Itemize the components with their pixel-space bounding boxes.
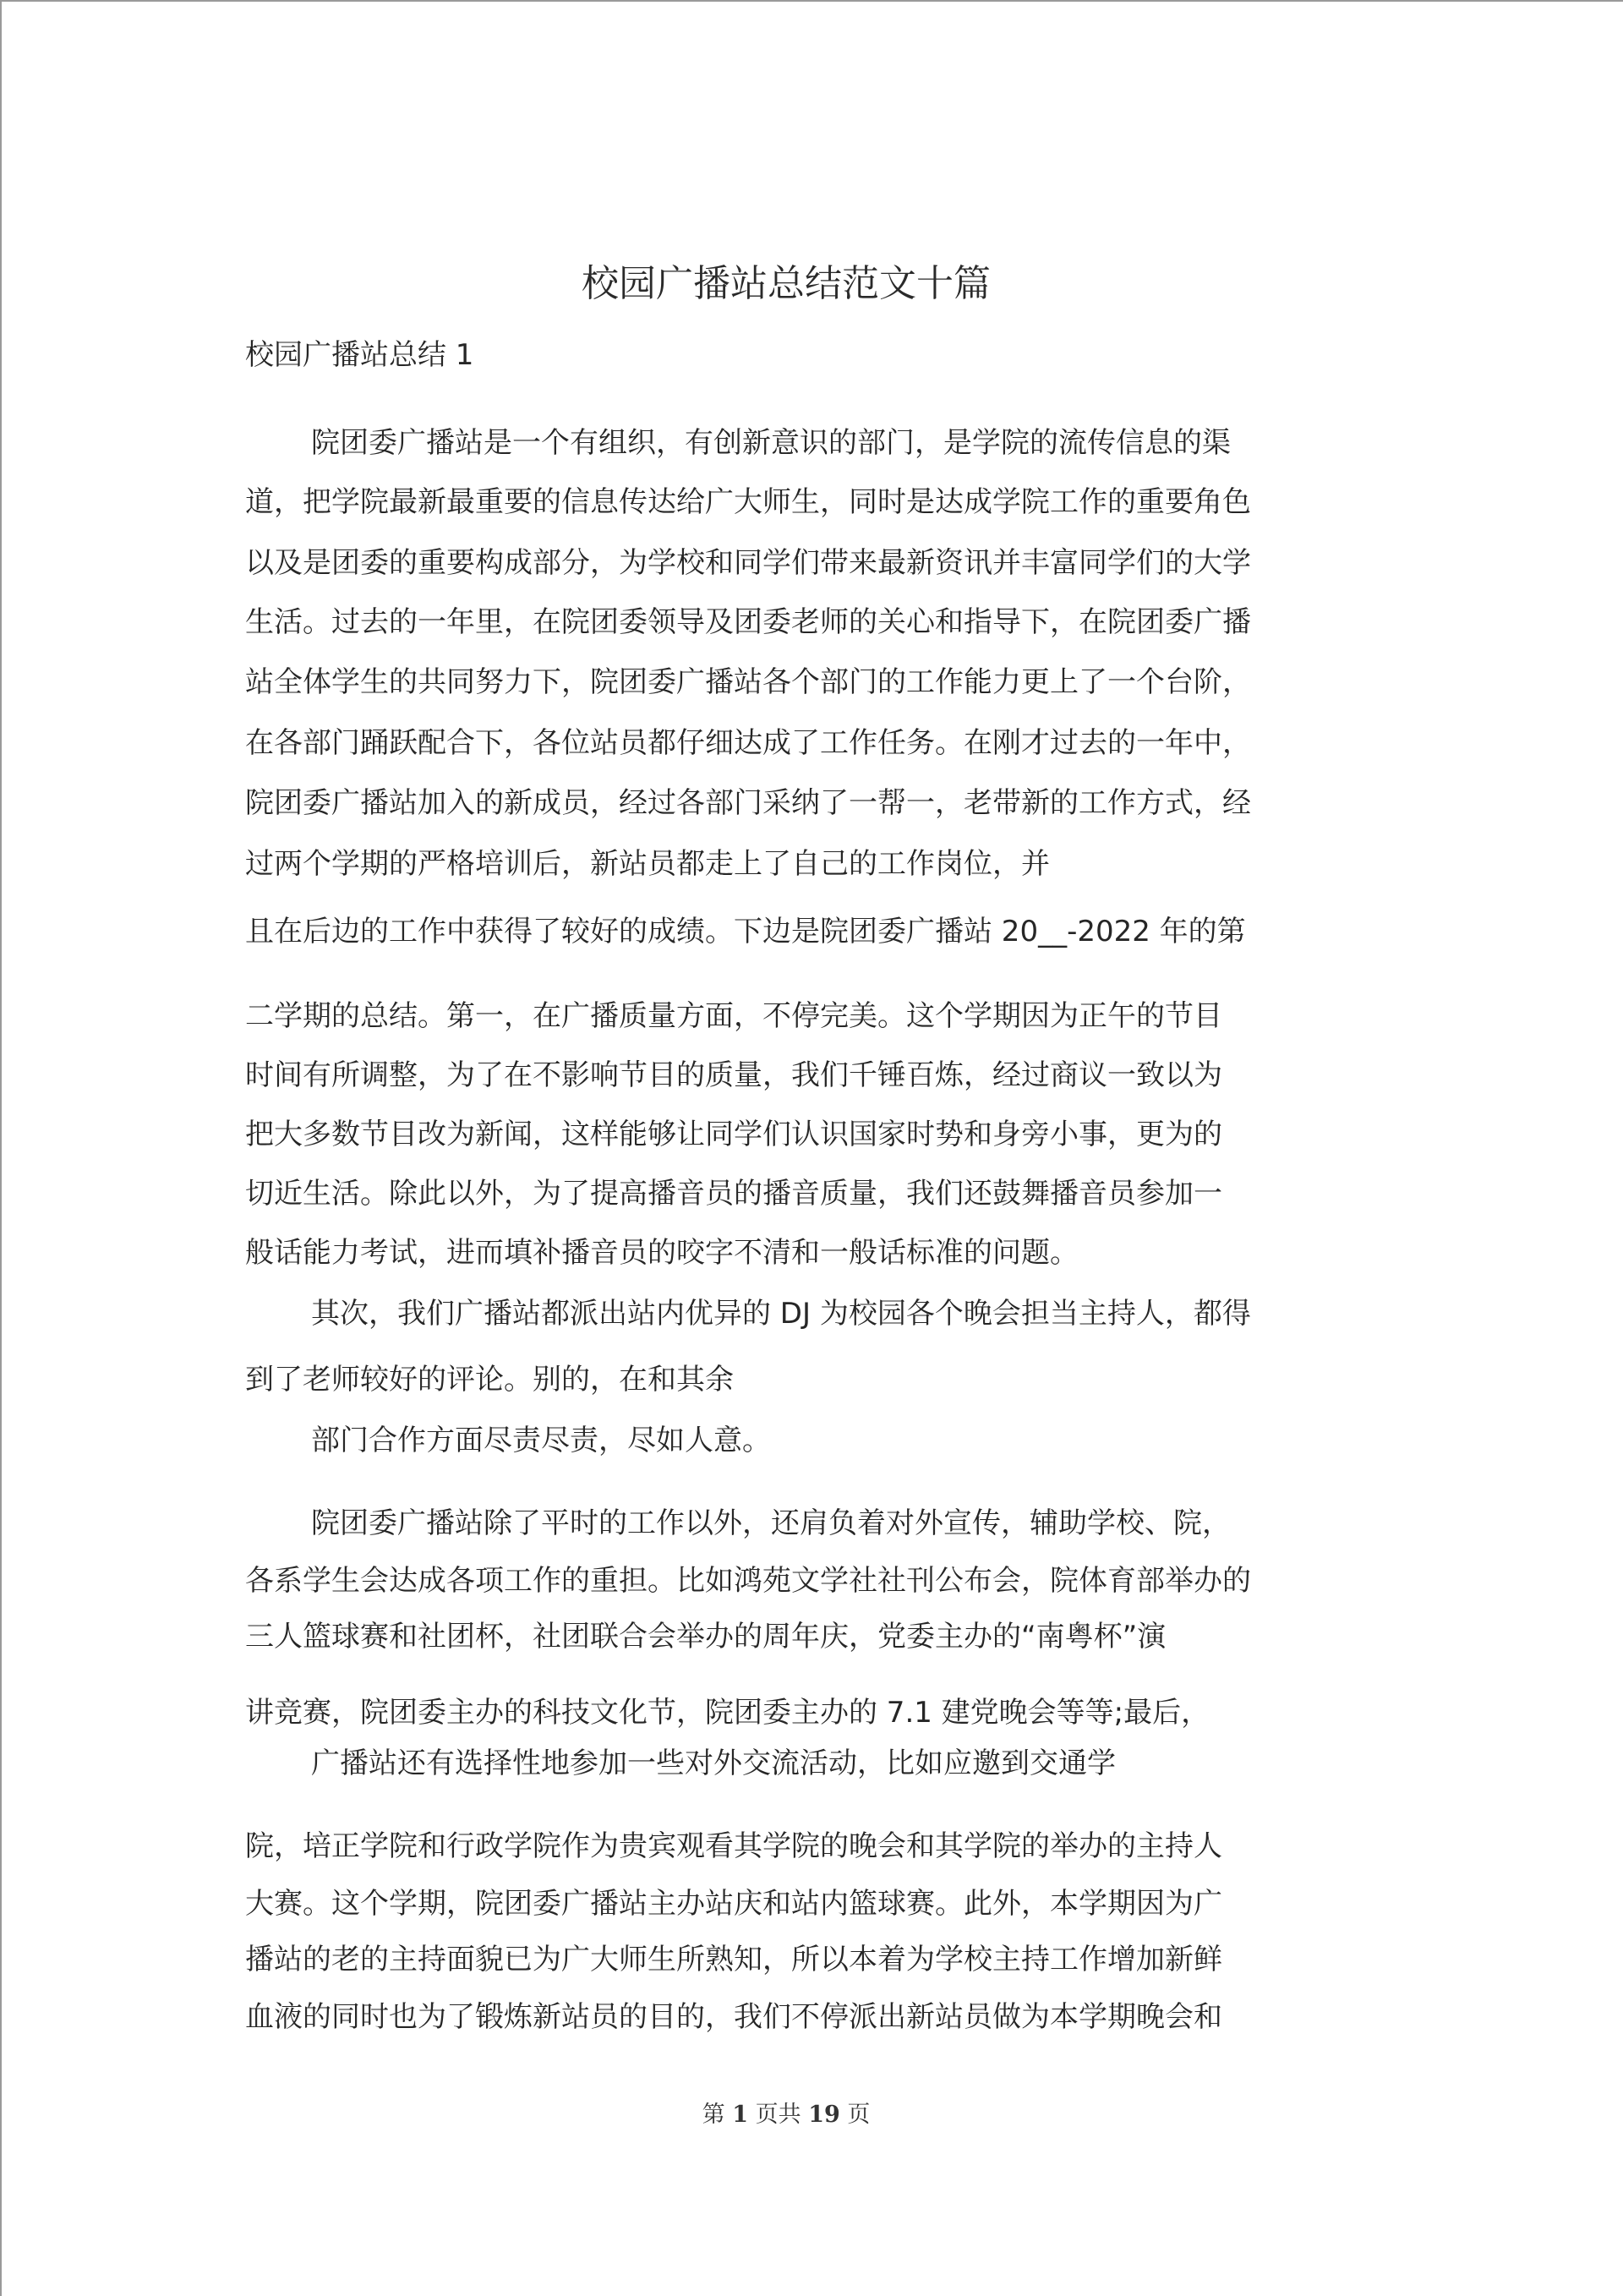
page-footer [0,2098,1572,2132]
body-line: 过两个学期的严格培训后，新站员都走上了自己的工作岗位，并 [245,847,1050,881]
body-line: 各系学生会达成各项工作的重担。比如鸿苑文学社社刊公布会，院体育部举办的 [245,1564,1251,1598]
body-line: 部门合作方面尽责尽责，尽如人意。 [311,1424,771,1457]
page-border-top [0,0,1623,2]
footer-total-pages: 19 [808,2102,840,2128]
document-title: 校园广播站总结范文十篇 [582,262,991,305]
body-line: 到了老师较好的评论。别的，在和其余 [245,1363,734,1397]
footer-suffix: 页 [847,2102,871,2128]
body-line: 时间有所调整，为了在不影响节目的质量，我们千锤百炼，经过商议一致以为 [245,1058,1222,1092]
body-line: 三人篮球赛和社团杯，社团联合会举办的周年庆，党委主办的“南粤杯”演 [245,1620,1167,1654]
body-line: 播站的老的主持面貌已为广大师生所熟知，所以本着为学校主持工作增加新鲜 [245,1943,1222,1976]
body-line: 道，把学院最新最重要的信息传达给广大师生，同时是达成学院工作的重要角色 [245,485,1251,519]
body-line: 讲竞赛，院团委主办的科技文化节，院团委主办的 7.1 建党晚会等等;最后， [245,1696,1210,1730]
body-line: 在各部门踊跃配合下，各位站员都仔细达成了工作任务。在刚才过去的一年中， [245,726,1251,760]
body-line: 站全体学生的共同努力下，院团委广播站各个部门的工作能力更上了一个台阶， [245,665,1251,699]
body-line: 切近生活。除此以外，为了提高播音员的播音质量，我们还鼓舞播音员参加一 [245,1177,1222,1211]
page-border-left [0,0,2,2296]
body-line: 院，培正学院和行政学院作为贵宾观看其学院的晚会和其学院的举办的主持人 [245,1829,1222,1863]
section-heading: 校园广播站总结 1 [245,338,474,372]
body-line: 以及是团委的重要构成部分，为学校和同学们带来最新资讯并丰富同学们的大学 [245,546,1251,580]
body-line: 把大多数节目改为新闻，这样能够让同学们认识国家时势和身旁小事，更为的 [245,1118,1222,1151]
body-line: 般话能力考试，进而填补播音员的咬字不清和一般话标准的问题。 [245,1236,1079,1270]
body-line: 院团委广播站除了平时的工作以外，还肩负着对外宣传，辅助学校、院， [311,1506,1231,1540]
body-line: 其次，我们广播站都派出站内优异的 DJ 为校园各个晚会担当主持人，都得 [311,1297,1251,1331]
body-line: 且在后边的工作中获得了较好的成绩。下边是院团委广播站 20__-2022 年的第 [245,915,1246,948]
footer-prefix: 第 [702,2102,725,2128]
body-line: 生活。过去的一年里，在院团委领导及团委老师的关心和指导下，在院团委广播 [245,605,1251,639]
footer-page-number: 1 [732,2102,749,2128]
body-line: 大赛。这个学期，院团委广播站主办站庆和站内篮球赛。此外，本学期因为广 [245,1887,1222,1921]
body-line: 二学期的总结。第一，在广播质量方面，不停完美。这个学期因为正午的节目 [245,999,1222,1033]
body-line: 血液的同时也为了锻炼新站员的目的，我们不停派出新站员做为本学期晚会和 [245,2000,1222,2034]
body-line: 院团委广播站加入的新成员，经过各部门采纳了一帮一，老带新的工作方式，经 [245,786,1251,820]
body-line: 院团委广播站是一个有组织，有创新意识的部门，是学院的流传信息的渠 [311,426,1231,460]
footer-middle: 页共 [755,2102,801,2128]
body-line: 广播站还有选择性地参加一些对外交流活动，比如应邀到交通学 [311,1747,1116,1780]
